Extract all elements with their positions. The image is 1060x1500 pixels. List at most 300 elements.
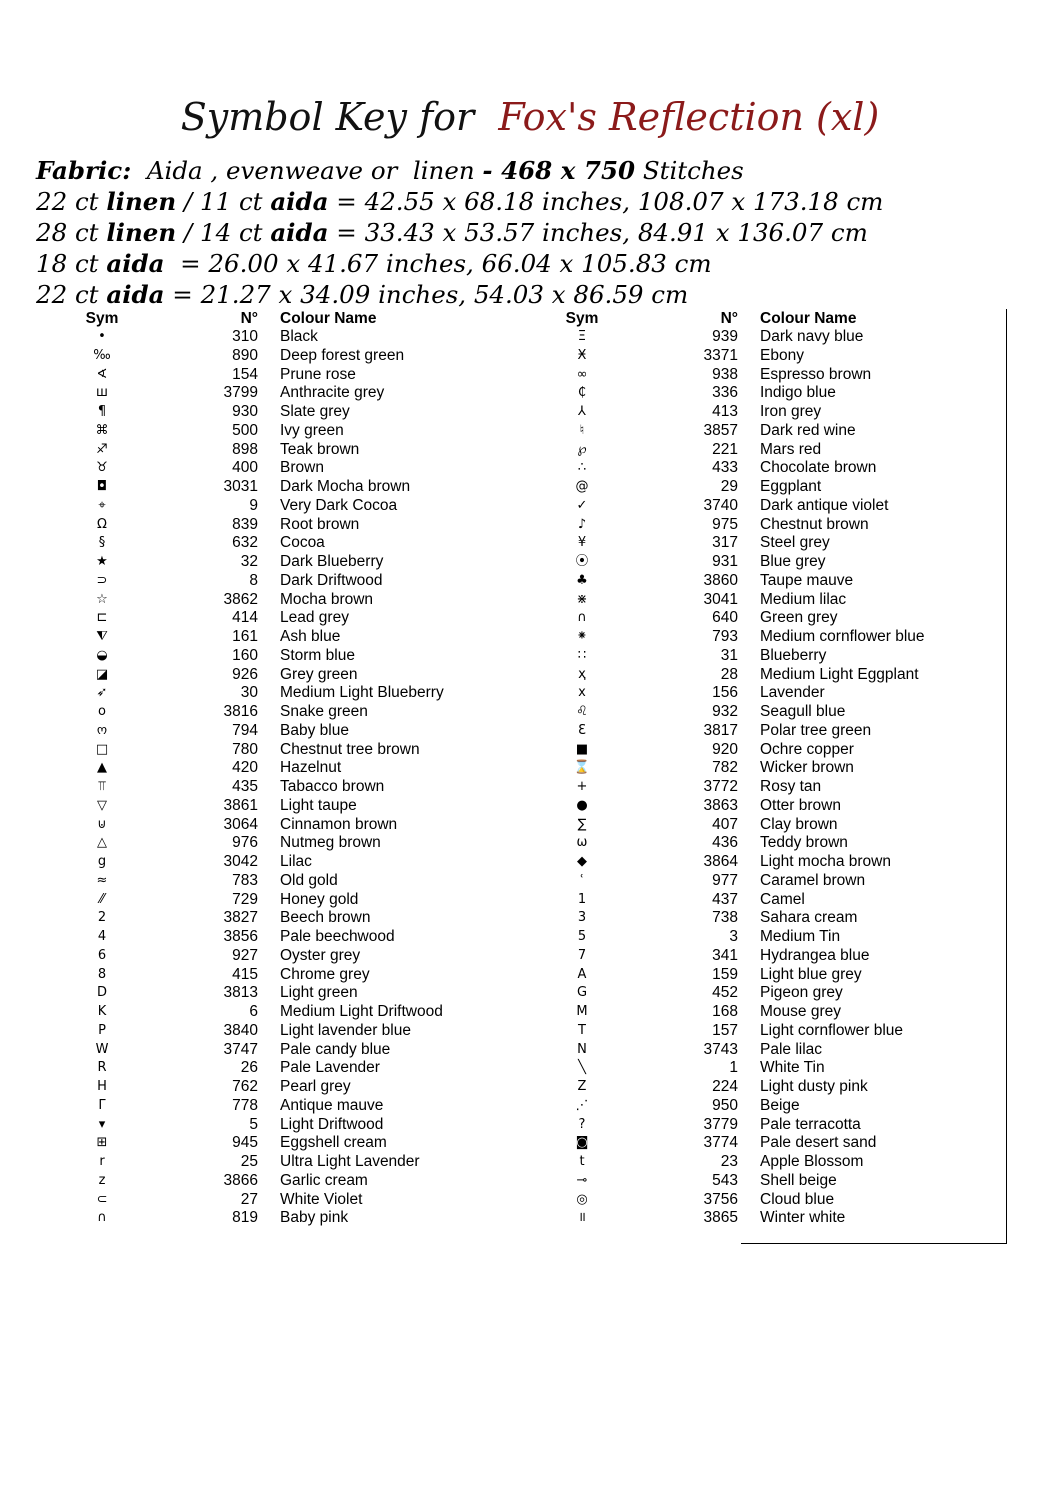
symbol-cell: ▾ — [98, 1116, 106, 1132]
number-cell: 161 — [232, 628, 258, 645]
colour-name-cell: Green grey — [760, 609, 838, 627]
colour-name-cell: Root brown — [280, 515, 360, 533]
table-row — [66, 1078, 526, 1097]
colour-name-cell: Light green — [280, 984, 358, 1002]
colour-name-cell: Steel grey — [760, 534, 830, 552]
number-cell: 3064 — [223, 815, 258, 833]
symbol-cell: △ — [97, 835, 107, 851]
colour-name-cell: Dark red wine — [760, 421, 856, 439]
number-cell: 3799 — [223, 384, 258, 402]
table-row — [546, 703, 1006, 722]
number-cell: 3813 — [223, 984, 258, 1002]
colour-name-cell: Otter brown — [760, 796, 841, 814]
colour-name-cell: Lead grey — [280, 609, 349, 627]
table-row — [546, 1153, 1006, 1172]
table-row — [66, 534, 526, 553]
colour-name-cell: Medium Light Eggplant — [760, 665, 919, 683]
colour-name-cell: Lavender — [760, 684, 825, 702]
number-cell: 436 — [712, 834, 738, 852]
symbol-cell: § — [98, 535, 106, 551]
colour-name-cell: Indigo blue — [760, 384, 836, 402]
symbol-cell: @ — [575, 479, 589, 494]
table-row — [546, 759, 1006, 778]
colour-name-cell: Pigeon grey — [760, 984, 843, 1002]
table-row — [66, 459, 526, 478]
number-cell: 26 — [240, 1059, 258, 1077]
number-cell: 433 — [712, 459, 738, 477]
number-cell: 23 — [720, 1153, 738, 1170]
symbol-cell: ▽ — [97, 797, 107, 813]
number-cell: 926 — [232, 665, 258, 683]
table-row — [546, 741, 1006, 760]
table-row — [66, 591, 526, 610]
number-cell: 945 — [232, 1134, 258, 1152]
colour-name-cell: Ash blue — [280, 628, 341, 645]
table-row — [66, 891, 526, 910]
number-cell: 336 — [712, 384, 738, 402]
colour-name-cell: Pale desert sand — [760, 1134, 877, 1152]
table-row — [546, 459, 1006, 478]
symbol-cell: ∴ — [577, 460, 587, 476]
number-cell: 939 — [712, 328, 738, 345]
number-cell: 839 — [232, 515, 258, 533]
table-row — [546, 1041, 1006, 1060]
table-border-bottom — [741, 1243, 1007, 1244]
colour-name-cell: Pale lilac — [760, 1040, 823, 1058]
number-cell: 3857 — [703, 421, 738, 439]
table-row — [546, 797, 1006, 816]
table-header — [546, 309, 1006, 328]
colour-name-cell: Apple Blossom — [760, 1153, 864, 1170]
colour-name-cell: Honey gold — [280, 890, 359, 908]
number-cell: 414 — [232, 609, 258, 627]
colour-name-cell: Cocoa — [280, 534, 325, 552]
colour-name-cell: Camel — [760, 890, 805, 908]
symbol-cell: ℘ — [577, 441, 587, 457]
number-cell: 154 — [232, 365, 258, 383]
symbol-cell: P — [98, 1022, 106, 1038]
table-row — [546, 647, 1006, 666]
number-cell: 29 — [720, 478, 738, 495]
symbol-cell: ¥ — [577, 535, 587, 551]
number-cell: 3747 — [223, 1040, 258, 1058]
symbol-cell: ♉ — [96, 460, 108, 476]
number-cell: 435 — [232, 778, 258, 795]
table-row — [66, 497, 526, 516]
fabric-info-segment: 18 ct — [36, 249, 107, 278]
number-cell: 3861 — [223, 796, 258, 814]
number-cell: 31 — [720, 646, 738, 664]
number-cell: 400 — [232, 459, 258, 477]
number-cell: 890 — [232, 346, 258, 364]
page-title — [0, 95, 1060, 139]
symbol-cell: ‰ — [93, 347, 111, 363]
symbol-cell: 3 — [577, 910, 587, 926]
number-cell: 3041 — [703, 590, 738, 608]
table-row — [66, 722, 526, 741]
table-row — [66, 347, 526, 366]
colour-name-cell: Light blue grey — [760, 965, 862, 983]
fabric-info-segment: = 21.27 x 34.09 inches, 54.03 x 86.59 cm — [164, 280, 689, 309]
table-row — [66, 1153, 526, 1172]
symbol-cell: ∷ — [577, 647, 587, 663]
header-colour-name: Colour Name — [280, 310, 377, 327]
number-cell: 157 — [712, 1021, 738, 1039]
colour-name-cell: Dark Driftwood — [280, 571, 383, 589]
symbol-key-right-column — [546, 309, 1006, 1228]
table-row — [66, 1022, 526, 1041]
table-row — [66, 403, 526, 422]
fabric-info-segment: = 42.55 x 68.18 inches, 108.07 x 173.18 cm — [328, 187, 884, 216]
table-row — [66, 516, 526, 535]
symbol-cell: ∞ — [576, 366, 588, 382]
symbol-cell: □ — [95, 741, 109, 757]
number-cell: 3840 — [223, 1021, 258, 1039]
number-cell: 415 — [232, 965, 258, 983]
number-cell: 420 — [232, 759, 258, 777]
symbol-cell: ო — [96, 722, 108, 738]
symbol-cell: ✓ — [576, 497, 588, 513]
number-cell: 729 — [232, 890, 258, 908]
table-row — [546, 553, 1006, 572]
symbol-cell: Ξ — [577, 329, 587, 344]
symbol-cell: ╲ — [578, 1060, 586, 1076]
number-cell: 452 — [712, 984, 738, 1002]
symbol-cell: N — [577, 1041, 587, 1057]
number-cell: 3756 — [703, 1190, 738, 1208]
fabric-info — [36, 155, 883, 310]
number-cell: 640 — [712, 609, 738, 627]
symbol-cell: ◘ — [96, 479, 108, 494]
number-cell: 160 — [232, 646, 258, 664]
number-cell: 3817 — [703, 721, 738, 739]
table-row — [546, 497, 1006, 516]
fabric-info-line — [36, 186, 883, 217]
table-row — [546, 1134, 1006, 1153]
table-row — [546, 403, 1006, 422]
number-cell: 159 — [712, 965, 738, 983]
table-row — [546, 347, 1006, 366]
symbol-cell: M — [576, 1004, 588, 1019]
symbol-cell: ▲ — [97, 760, 107, 776]
number-cell: 793 — [712, 628, 738, 645]
symbol-cell: ■ — [575, 741, 589, 757]
table-row — [546, 1003, 1006, 1022]
number-cell: 543 — [712, 1171, 738, 1189]
colour-name-cell: Medium Tin — [760, 928, 841, 945]
colour-name-cell: Pale beechwood — [280, 928, 395, 945]
symbol-cell: r — [99, 1154, 105, 1169]
table-row — [546, 853, 1006, 872]
table-row — [66, 647, 526, 666]
number-cell: 3816 — [223, 703, 258, 720]
colour-name-cell: Dark Blueberry — [280, 553, 384, 570]
colour-name-cell: Light lavender blue — [280, 1021, 411, 1039]
symbol-cell: ◎ — [576, 1191, 588, 1207]
colour-name-cell: Chestnut brown — [760, 515, 869, 533]
table-row — [546, 572, 1006, 591]
table-row — [66, 909, 526, 928]
colour-name-cell: Pearl grey — [280, 1078, 351, 1095]
number-cell: 977 — [712, 871, 738, 889]
table-row — [546, 984, 1006, 1003]
number-cell: 341 — [712, 946, 738, 964]
colour-name-cell: Clay brown — [760, 815, 838, 833]
table-row — [66, 1059, 526, 1078]
symbol-cell: ⅄ — [578, 404, 586, 419]
table-row — [546, 684, 1006, 703]
colour-name-cell: Light taupe — [280, 796, 357, 814]
colour-name-cell: Dark Mocha brown — [280, 478, 411, 495]
table-row — [546, 1022, 1006, 1041]
number-cell: 5 — [249, 1115, 258, 1133]
table-row — [546, 1191, 1006, 1210]
fabric-info-segment: / 11 ct — [176, 187, 271, 216]
fabric-info-line — [36, 248, 883, 279]
symbol-cell: ♮ — [579, 422, 585, 438]
table-row — [66, 628, 526, 647]
symbol-cell: D — [96, 985, 107, 1001]
table-row — [546, 609, 1006, 628]
fabric-info-line — [36, 155, 883, 186]
number-cell: 782 — [712, 759, 738, 777]
table-row — [546, 1172, 1006, 1191]
symbol-cell: ● — [576, 797, 588, 813]
colour-name-cell: Garlic cream — [280, 1171, 368, 1189]
colour-name-cell: Mocha brown — [280, 590, 374, 608]
table-row — [546, 384, 1006, 403]
colour-name-cell: Light dusty pink — [760, 1078, 868, 1095]
table-row — [546, 1209, 1006, 1228]
colour-name-cell: Shell beige — [760, 1171, 837, 1189]
colour-name-cell: Prune rose — [280, 365, 356, 383]
number-cell: 224 — [712, 1078, 738, 1095]
table-row — [66, 328, 526, 347]
symbol-cell: t — [579, 1154, 585, 1169]
colour-name-cell: Medium Light Driftwood — [280, 1003, 443, 1020]
table-row — [546, 328, 1006, 347]
colour-name-cell: Old gold — [280, 871, 338, 889]
fabric-info-segment: aida — [270, 187, 329, 216]
number-cell: 3772 — [703, 778, 738, 795]
symbol-cell: K — [97, 1004, 107, 1019]
symbol-cell: ω — [576, 835, 588, 851]
table-row — [546, 834, 1006, 853]
number-cell: 3864 — [703, 853, 738, 870]
table-row — [546, 1059, 1006, 1078]
colour-name-cell: Cinnamon brown — [280, 815, 398, 833]
table-row — [66, 441, 526, 460]
symbol-cell: ♣ — [576, 572, 588, 588]
table-row — [546, 816, 1006, 835]
table-row — [546, 422, 1006, 441]
number-cell: 632 — [232, 534, 258, 552]
table-row — [66, 778, 526, 797]
symbol-cell: Γ — [98, 1097, 106, 1113]
table-row — [66, 609, 526, 628]
colour-name-cell: Chrome grey — [280, 965, 370, 983]
colour-name-cell: Oyster grey — [280, 946, 361, 964]
number-cell: 3860 — [703, 571, 738, 589]
colour-name-cell: Cloud blue — [760, 1190, 835, 1208]
colour-name-cell: Anthracite grey — [280, 384, 385, 402]
number-cell: 3866 — [223, 1171, 258, 1189]
number-cell: 3862 — [223, 590, 258, 608]
number-cell: 28 — [720, 665, 738, 683]
symbol-cell: ◪ — [95, 666, 109, 682]
number-cell: 927 — [232, 946, 258, 964]
symbol-cell: Ɛ — [578, 722, 586, 738]
symbol-cell: ∩ — [577, 610, 587, 626]
symbol-cell: ♐ — [96, 441, 108, 457]
colour-name-cell: Baby pink — [280, 1209, 349, 1227]
table-row — [66, 478, 526, 497]
colour-name-cell: Teddy brown — [760, 834, 848, 852]
symbol-cell: • — [98, 329, 106, 344]
table-row — [546, 591, 1006, 610]
table-row — [546, 1116, 1006, 1135]
number-cell: 500 — [232, 421, 258, 439]
symbol-cell: 4 — [97, 929, 107, 944]
symbol-cell: 2 — [97, 910, 107, 926]
symbol-cell: ⦿ — [575, 554, 589, 569]
colour-name-cell: Light cornflower blue — [760, 1021, 904, 1039]
symbol-cell: ⊏ — [96, 610, 108, 626]
symbol-cell: + — [576, 779, 588, 794]
fabric-info-segment: linen — [106, 187, 177, 216]
fabric-info-segment: aida — [270, 218, 329, 247]
symbol-cell: ◒ — [96, 647, 108, 663]
number-cell: 1 — [729, 1059, 738, 1077]
number-cell: 3863 — [703, 796, 738, 814]
symbol-cell: ⊸ — [576, 1172, 588, 1188]
symbol-cell: ? — [578, 1116, 586, 1132]
colour-name-cell: Ivy green — [280, 421, 344, 439]
symbol-cell: ⁕ — [576, 629, 588, 644]
pattern-name: Fox's Reflection (xl) — [498, 95, 880, 139]
table-row — [66, 1041, 526, 1060]
table-row — [66, 947, 526, 966]
colour-name-cell: Dark antique violet — [760, 496, 889, 514]
table-row — [66, 703, 526, 722]
symbol-cell: ★ — [96, 554, 108, 569]
table-row — [66, 759, 526, 778]
colour-name-cell: Eggshell cream — [280, 1134, 387, 1152]
table-row — [546, 366, 1006, 385]
number-cell: 3856 — [223, 928, 258, 945]
table-row — [546, 891, 1006, 910]
colour-name-cell: Caramel brown — [760, 871, 866, 889]
symbol-cell: ⊂ — [96, 1191, 108, 1207]
number-cell: 6 — [249, 1003, 258, 1020]
symbol-cell: ➶ — [96, 685, 108, 701]
table-row — [546, 441, 1006, 460]
fabric-info-segment: - 468 x 750 — [482, 156, 636, 185]
fabric-info-segment: = 26.00 x 41.67 inches, 66.04 x 105.83 cm — [164, 249, 712, 278]
symbol-cell: H — [97, 1079, 107, 1094]
colour-name-cell: Eggplant — [760, 478, 822, 495]
symbol-cell: 8 — [97, 966, 107, 982]
colour-name-cell: Deep forest green — [280, 346, 405, 364]
colour-name-cell: Medium cornflower blue — [760, 628, 925, 645]
colour-name-cell: Beech brown — [280, 909, 371, 927]
colour-name-cell: Nutmeg brown — [280, 834, 381, 852]
number-cell: 3371 — [703, 346, 738, 364]
colour-name-cell: Medium lilac — [760, 590, 847, 608]
table-row — [546, 872, 1006, 891]
colour-name-cell: Medium Light Blueberry — [280, 684, 444, 702]
number-cell: 898 — [232, 440, 258, 458]
colour-name-cell: Grey green — [280, 665, 358, 683]
number-cell: 9 — [249, 496, 258, 514]
symbol-cell: ∩ — [97, 1210, 107, 1226]
table-row — [66, 797, 526, 816]
colour-name-cell: Blueberry — [760, 646, 827, 664]
number-cell: 780 — [232, 740, 258, 758]
number-cell: 920 — [712, 740, 738, 758]
symbol-cell: g — [97, 854, 107, 869]
table-row — [66, 872, 526, 891]
colour-name-cell: Snake green — [280, 703, 368, 720]
colour-name-cell: Very Dark Cocoa — [280, 496, 398, 514]
symbol-cell: ҳ — [578, 666, 586, 682]
table-row — [66, 422, 526, 441]
table-row — [66, 984, 526, 1003]
number-cell: 310 — [232, 328, 258, 345]
colour-name-cell: Light mocha brown — [760, 853, 891, 870]
table-row — [66, 684, 526, 703]
colour-name-cell: Mouse grey — [760, 1003, 841, 1020]
table-row — [546, 1078, 1006, 1097]
table-row — [546, 722, 1006, 741]
symbol-cell: T — [578, 1022, 586, 1038]
fabric-info-segment: aida — [106, 280, 165, 309]
symbol-cell: 7 — [577, 947, 587, 963]
symbol-cell: Ω — [97, 516, 107, 532]
table-row — [546, 666, 1006, 685]
table-row — [546, 909, 1006, 928]
symbol-cell: 5 — [577, 929, 587, 944]
number-cell: 437 — [712, 890, 738, 908]
colour-name-cell: Teak brown — [280, 440, 360, 458]
colour-name-cell: Beige — [760, 1096, 800, 1114]
colour-name-cell: Pale candy blue — [280, 1040, 391, 1058]
number-cell: 8 — [249, 571, 258, 589]
colour-name-cell: Ebony — [760, 346, 804, 364]
number-cell: 413 — [712, 403, 738, 420]
number-cell: 25 — [240, 1153, 258, 1170]
table-row — [66, 666, 526, 685]
table-row — [66, 1097, 526, 1116]
fabric-info-segment: Fabric: — [36, 156, 132, 185]
title-prefix: Symbol Key for — [180, 95, 475, 139]
colour-name-cell: Hydrangea blue — [760, 946, 870, 964]
symbol-cell: z — [98, 1172, 106, 1188]
number-cell: 3779 — [703, 1115, 738, 1133]
table-row — [66, 553, 526, 572]
header-num: N° — [240, 310, 258, 327]
header-colour-name: Colour Name — [760, 310, 857, 327]
fabric-info-segment: Stitches — [635, 156, 744, 185]
symbol-cell: ⌘ — [95, 422, 109, 438]
table-row — [66, 816, 526, 835]
symbol-cell: ⌛ — [573, 760, 591, 776]
symbol-cell: ⊃ — [96, 572, 108, 588]
colour-name-cell: Winter white — [760, 1209, 846, 1227]
number-cell: 221 — [712, 440, 738, 458]
number-cell: 783 — [232, 871, 258, 889]
symbol-cell: R — [97, 1060, 107, 1076]
